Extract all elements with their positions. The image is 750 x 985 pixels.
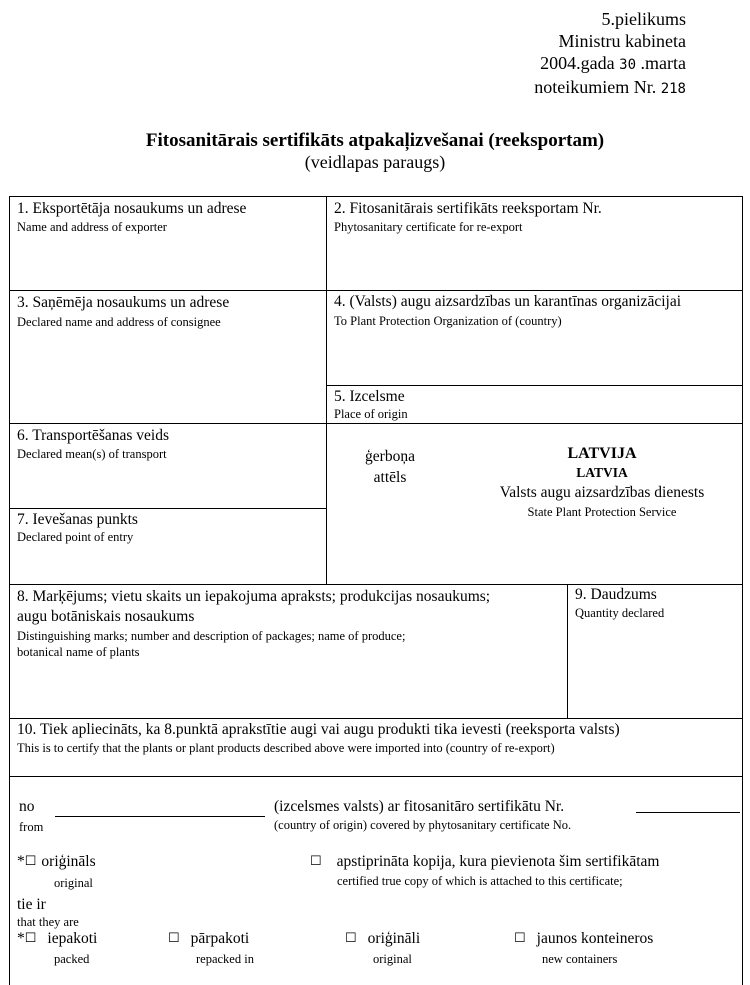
checkbox-icon[interactable]: ☐	[24, 853, 37, 868]
certified-copy-checkbox[interactable]: ☐ apstiprināta kopija, kura pievienota šim sertifikātam	[310, 853, 660, 870]
field-5-label: 5. Izcelsme	[334, 388, 405, 405]
they-are-label-en: that they are	[17, 915, 79, 929]
transport-input-area[interactable]	[12, 465, 322, 505]
field-6-label: 6. Transportēšanas veids	[17, 427, 169, 444]
country-name-lv: LATVIJA	[567, 445, 637, 462]
field-9-label: 9. Daudzums	[575, 586, 657, 603]
grid-line	[742, 196, 743, 985]
field-7-label: 7. Ievešanas punkts	[17, 511, 138, 528]
field-1-label-en: Name and address of exporter	[17, 220, 167, 234]
grid-line	[9, 196, 10, 985]
packed-checkbox[interactable]: *☐ iepakoti	[17, 930, 98, 947]
issuing-authority	[460, 444, 744, 520]
field-2-label-en: Phytosanitary certificate for re-export	[334, 220, 523, 234]
grid-line	[9, 423, 742, 424]
grid-line	[9, 584, 742, 585]
consignee-input-area[interactable]	[12, 334, 322, 420]
document-title: Fitosanitārais sertifikāts atpakaļizvešanai (reeksportam)	[145, 130, 605, 151]
original-checkbox[interactable]: *☐ oriģināls	[17, 853, 96, 870]
certificate-number-input-area[interactable]	[330, 238, 738, 288]
asterisk: *	[17, 853, 25, 870]
asterisk: *	[17, 930, 25, 947]
destination-org-input-area[interactable]	[330, 332, 738, 382]
cabinet-name: Ministru kabineta	[558, 31, 686, 51]
field-9-label-en: Quantity declared	[575, 606, 665, 620]
new-containers-label-en: new containers	[542, 952, 618, 966]
entry-point-input-area[interactable]	[12, 548, 322, 581]
exporter-input-area[interactable]	[12, 238, 322, 288]
field-8-label-en: Distinguishing marks; number and description of packages; name of produce; botanical name of plants	[17, 629, 406, 659]
field-10-label: 10. Tiek apliecināts, ka 8.punktā aprakstītie augi vai augu produkti tika ievesti (reeksporta valsts)	[17, 721, 620, 738]
field-1-label: 1. Eksportētāja nosaukums un adrese	[17, 200, 247, 217]
field-4-label-en: To Plant Protection Organization of (country)	[334, 314, 562, 328]
repacked-checkbox[interactable]: ☐ pārpakoti	[168, 930, 250, 947]
country-of-origin-line[interactable]	[55, 816, 265, 817]
field-7-label-en: Declared point of entry	[17, 530, 134, 544]
field-8-label: 8. Marķējums; vietu skaits un iepakojuma apraksts; produkcijas nosaukums; augu botāniskais nosaukums	[17, 588, 491, 625]
grid-line	[326, 385, 742, 386]
field-3-label: 3. Saņēmēja nosaukums un adrese	[17, 294, 230, 311]
quantity-input-area[interactable]	[571, 624, 738, 715]
field-4-label: 4. (Valsts) augu aizsardzības un karantīnas organizācijai	[334, 293, 682, 310]
original-containers-label-en: original	[373, 952, 412, 966]
service-name-lv: Valsts augu aizsardzības dienests	[499, 484, 705, 501]
checkbox-icon[interactable]: ☐	[310, 853, 322, 868]
service-name-en: State Plant Protection Service	[527, 505, 677, 519]
grid-line	[9, 776, 742, 777]
new-containers-checkbox[interactable]: ☐ jaunos konteineros	[514, 930, 654, 947]
they-are-label: tie ir	[17, 896, 46, 913]
annex-number: 5.pielikums	[601, 9, 686, 29]
original-containers-checkbox[interactable]: ☐ oriģināli	[345, 930, 421, 947]
document-subtitle: (veidlapas paraugs)	[304, 152, 446, 172]
regulation-no: 218	[660, 81, 686, 97]
origin-country-label: (izcelsmes valsts) ar fitosanitāro sertifikātu Nr.	[274, 798, 565, 815]
grid-line	[567, 584, 568, 718]
original-label-en: original	[54, 876, 93, 890]
date-day: 30	[619, 57, 637, 73]
field-10-label-en: This is to certify that the plants or plant products described above were imported into (country of re-export)	[17, 741, 555, 755]
field-2-label: 2. Fitosanitārais sertifikāts reeksportam Nr.	[334, 200, 602, 217]
checkbox-icon[interactable]: ☐	[168, 930, 180, 945]
grid-line	[9, 508, 326, 509]
coat-of-arms-placeholder: ģerboņa attēls	[365, 448, 415, 486]
origin-country-label-en: (country of origin) covered by phytosanitary certificate No.	[274, 818, 572, 832]
annex-header	[534, 8, 686, 100]
grid-line	[326, 196, 327, 584]
certificate-number-line[interactable]	[636, 812, 740, 813]
field-3-label-en: Declared name and address of consignee	[17, 315, 221, 329]
regulation-number: noteikumiem Nr. 218	[534, 77, 686, 97]
field-6-label-en: Declared mean(s) of transport	[17, 447, 167, 461]
field-5-label-en: Place of origin	[334, 407, 408, 421]
from-label-en: from	[19, 820, 44, 834]
grid-line	[9, 196, 742, 197]
packed-label-en: packed	[54, 952, 90, 966]
repacked-label-en: repacked in	[196, 952, 254, 966]
checkbox-icon[interactable]: ☐	[24, 930, 37, 945]
checkbox-icon[interactable]: ☐	[345, 930, 357, 945]
grid-line	[9, 290, 742, 291]
from-label: no	[19, 798, 35, 815]
grid-line	[9, 718, 742, 719]
country-name-en: LATVIA	[576, 465, 628, 480]
regulation-date: 2004.gada 30 .marta	[540, 53, 686, 73]
certified-copy-label-en: certified true copy of which is attached to this certificate;	[337, 874, 623, 888]
marks-input-area[interactable]	[12, 664, 564, 715]
checkbox-icon[interactable]: ☐	[514, 930, 526, 945]
